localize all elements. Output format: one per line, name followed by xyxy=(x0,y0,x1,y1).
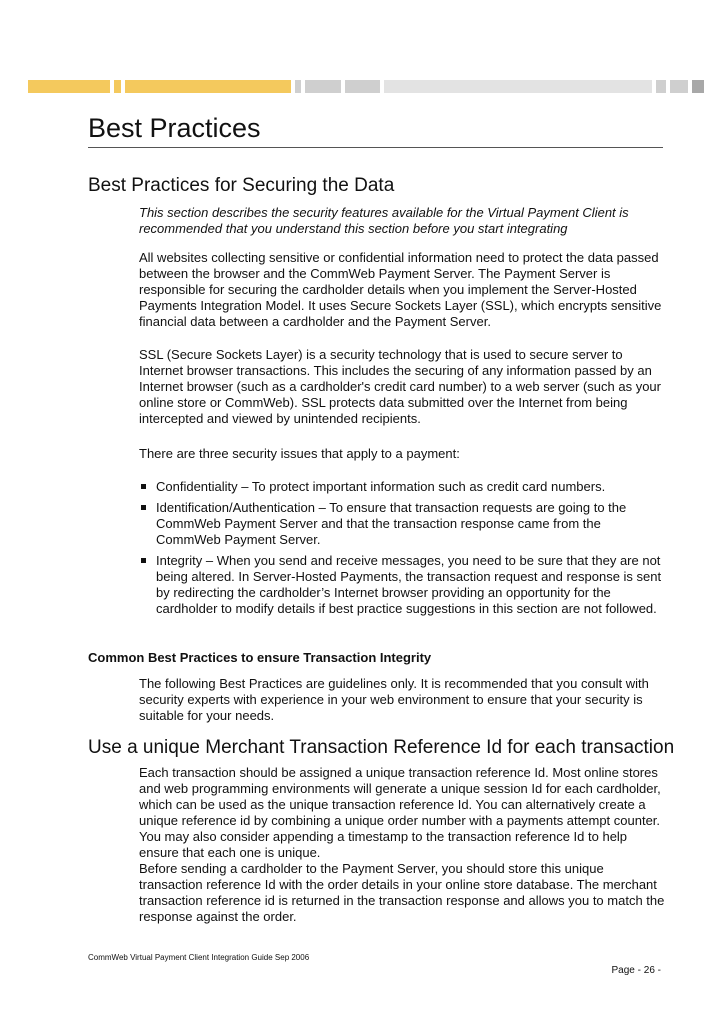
paragraph-text: All websites collecting sensitive or confidential information need to protect the data passed between the browser and the CommWeb Payment Server. The Payment Server is responsible for securing the cardholder details when you implement the Server-Hosted Payments Integration Model. It uses Secure Sockets Layer (SSL), which encrypts sensitive financial data between a cardholder and the Payment Server. xyxy=(139,250,662,329)
list-item-text: Confidentiality – To protect important information such as credit card numbers. xyxy=(156,479,606,494)
list-item-text: Integrity – When you send and receive messages, you need to be sure that they are not being altered. In Server-Hosted Payments, the transaction request and response is sent by redirecting the cardholder’s Internet browser providing an opportunity for the cardholder to modify details if best practice suggestions in this section are not followed. xyxy=(156,553,662,616)
section-title: Best Practices for Securing the Data xyxy=(88,175,395,196)
bullet-icon xyxy=(141,558,146,563)
paragraph-ssl-definition xyxy=(139,347,669,427)
deco-block-gray-3 xyxy=(345,80,380,93)
paragraph-text: There are three security issues that apply to a payment: xyxy=(139,446,460,461)
header-decoration-bar xyxy=(28,80,704,93)
paragraph-text: Before sending a cardholder to the Payment Server, you should store this unique transaction reference Id with the order details in your online store database. The merchant transaction reference id is returned in the transaction response and allows you to match the response against the order. xyxy=(139,861,665,924)
deco-block-gray-6 xyxy=(670,80,688,93)
list-item-text: Identification/Authentication – To ensure that transaction requests are going to the CommWeb Payment Server and that the transaction response came from the CommWeb Payment Server. xyxy=(156,500,627,547)
paragraph-unique-reference-id xyxy=(139,765,669,925)
bullet-icon xyxy=(141,484,146,489)
subheading-transaction-integrity: Common Best Practices to ensure Transaction Integrity xyxy=(88,650,432,665)
deco-block-yellow-1 xyxy=(28,80,110,93)
paragraph-text: The following Best Practices are guidelines only. It is recommended that you consult with security experts with experience in your web environment to ensure that your security is suitable for your needs. xyxy=(139,676,649,723)
heading-unique-reference-id: Use a unique Merchant Transaction Reference Id for each transaction xyxy=(88,737,675,758)
deco-block-yellow-2 xyxy=(114,80,121,93)
list-item xyxy=(139,479,669,495)
deco-block-gray-5 xyxy=(656,80,666,93)
deco-block-yellow-3 xyxy=(125,80,291,93)
intro-note xyxy=(139,205,669,237)
footer-page-number: Page - 26 - xyxy=(611,965,661,976)
deco-block-gray-7 xyxy=(692,80,704,93)
list-item xyxy=(139,500,669,548)
intro-text: This section describes the security features available for the Virtual Payment Client is recommended that you understand this section before you start integrating xyxy=(139,205,629,236)
deco-block-gray-4 xyxy=(384,80,652,93)
page-title: Best Practices xyxy=(88,111,663,148)
paragraph-guidelines xyxy=(139,676,669,724)
bullet-icon xyxy=(141,505,146,510)
footer-document-name: CommWeb Virtual Payment Client Integration Guide Sep 2006 xyxy=(88,953,310,962)
security-issues-list xyxy=(139,479,669,622)
deco-block-gray-2 xyxy=(305,80,341,93)
deco-block-gray-1 xyxy=(295,80,301,93)
paragraph-security-issues xyxy=(139,446,669,462)
paragraph-ssl-intro xyxy=(139,250,669,330)
paragraph-text: SSL (Secure Sockets Layer) is a security technology that is used to secure server to Internet browser transactions. This includes the securing of any information passed by an Internet browser (such as a cardholder's credit card number) to a web server (such as your online store or CommWeb). SSL protects data submitted over the Internet from being intercepted and viewed by unintended recipients. xyxy=(139,347,661,426)
list-item xyxy=(139,553,669,617)
paragraph-text: Each transaction should be assigned a unique transaction reference Id. Most online stores and web programming environments will generate a unique session Id for each cardholder, which can be used as the unique transaction reference Id. You can alternatively create a unique reference id by combining a unique order number with a payments attempt counter. You may also consider appending a timestamp to the transaction reference Id to help ensure that each one is unique. xyxy=(139,765,661,860)
